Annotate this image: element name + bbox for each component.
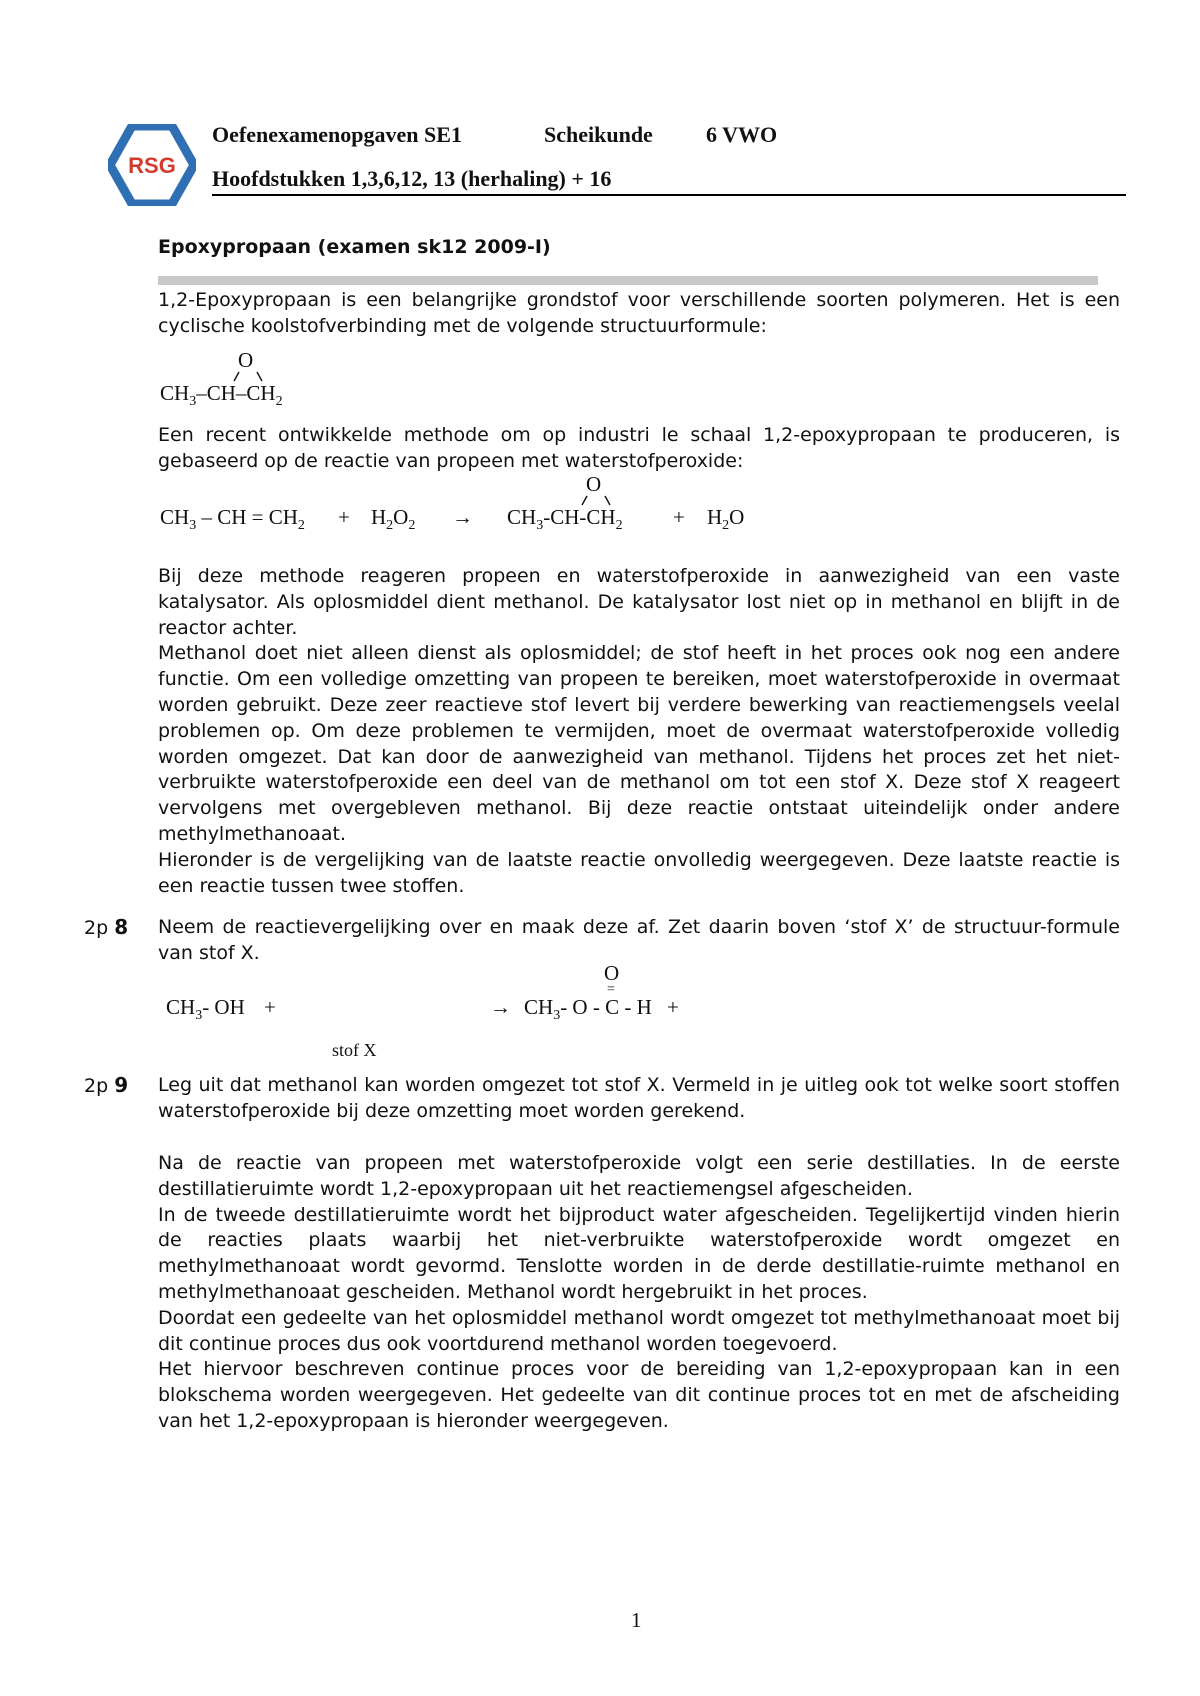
logo-text: RSG [128,153,176,178]
reaction2-reactant: $CH_3-$ OH [166,995,245,1024]
paragraph-distillation-2: In de tweede destillatieruimte wordt het bijproduct water afgescheiden. Tegelijkertijd vinden hierin de reacties plaats waarbij het niet-verbruikte waterstofperoxide wordt omgezet en methylmethanoaat wordt gevormd. Tenslotte worden in de derde destillatie-ruimte methanol en methylmethanoaat gescheiden. Methanol wordt hergebruikt in het proces. [158,1203,1120,1303]
section-divider [158,276,1098,285]
section-title: Epoxypropaan (examen sk12 2009-I) [158,236,551,258]
question-9-marker: 2p 9 [84,1073,129,1097]
reaction1-product2: $H_2O$ [707,505,745,534]
page-number: 1 [631,1608,642,1632]
header-level: 6 VWO [706,122,778,147]
question-9-text: Leg uit dat methanol kan worden omgezet tot stof X. Vermeld in je uitleg ook tot welke soort stoffen waterstofperoxide bij deze omzetting moet worden gerekend. [158,1074,1120,1122]
formula-oxygen: O [238,348,254,372]
reaction1-arrow: → [452,505,473,529]
paragraph-incomplete-equation: Hieronder is de vergelijking van de laatste reactie onvolledig weergegeven. Deze laatste reactie is een reactie tussen twee stoffen. [158,848,1120,897]
paragraph-methanol-supply: Doordat een gedeelte van het oplosmiddel methanol wordt omgezet tot methylmethanoaat moet bij dit continue proces dus ook voortdurend methanol worden toegevoerd. [158,1306,1120,1355]
reaction1-reactant2: $H_2O_2$ [371,505,416,534]
method-paragraph: Een recent ontwikkelde methode om op industri le schaal 1,2-epoxypropaan te produceren, is gebaseerd op de reactie van propeen met waterstofperoxide: [158,424,1120,472]
reaction2-plus1: + [264,995,276,1019]
reaction2-carbonyl-oxygen: O [604,961,620,985]
rsg-logo [108,124,196,206]
reaction2-product: $CH_3-$ O - C - H [524,995,652,1024]
reaction2-arrow: → [490,995,511,1019]
formula-structure: $CH_3-CH-CH_2$ [160,381,283,410]
reaction1-reactant1: $CH_3$ – CH = $CH_2$ [160,505,305,534]
question-8-marker: 2p 8 [84,915,129,939]
header-subject: Scheikunde [544,122,653,147]
intro-paragraph: 1,2-Epoxypropaan is een belangrijke grondstof voor verschillende soorten polymeren. Het is een cyclische koolstofverbinding met de volgende structuurformule: [158,289,1120,337]
reaction1-plus2: + [673,505,685,529]
document-header [212,118,1126,196]
reaction2-plus2: + [667,995,679,1019]
reaction2-double-bond: = [607,982,615,997]
stof-x-label: stof X [332,1040,377,1060]
header-title: Oefenexamenopgaven SE1 [212,122,462,147]
paragraph-block-diagram: Het hiervoor beschreven continue proces voor de bereiding van 1,2-epoxypropaan kan in een blokschema worden weergegeven. Het gedeelte van dit continue proces tot en met de afscheiding van het 1,2-epoxypropaan is hieronder weergegeven. [158,1358,1120,1432]
paragraph-methanol-function: Methanol doet niet alleen dienst als oplosmiddel; de stof heeft in het proces ook nog een andere functie. Om een volledige omzetting van propeen te bereiken, moet waterstofperoxide in overmaat worden gebruikt. Deze zeer reactieve stof levert bij verdere bewerking van reactiemengsels veelal problemen op. Om deze problemen te vermijden, moet de overmaat waterstofperoxide volledig worden omgezet. Dat kan door de aanwezigheid van methanol. Tijdens het proces zet het niet-verbruikte waterstofperoxide een deel van de methanol om tot een stof X. Deze stof X reageert vervolgens met overgebleven methanol. Bij deze reactie ontstaat uiteindelijk onder andere methylmethanoaat. [158,642,1120,845]
question-8-text: Neem de reactievergelijking over en maak deze af. Zet daarin boven ‘stof X’ de structuur-formule van stof X. [158,916,1120,964]
paragraph-distillation-1: Na de reactie van propeen met waterstofperoxide volgt een serie destillaties. In de eerste destillatieruimte wordt 1,2-epoxypropaan uit het reactiemengsel afgescheiden. [158,1152,1120,1200]
body-text-2 [158,1151,1120,1435]
reaction1-product-oxygen: O [586,472,602,496]
header-chapters: Hoofdstukken 1,3,6,12, 13 (herhaling) + 16 [212,166,1126,196]
reaction1-product1: $CH_3-CH-CH_2$ [507,505,623,534]
paragraph-catalyst: Bij deze methode reageren propeen en waterstofperoxide in aanwezigheid van een vaste katalysator. Als oplosmiddel dient methanol. De katalysator lost niet op in methanol en blijft in de reactor achter. [158,565,1120,639]
body-text-1 [158,564,1120,899]
reaction1-plus1: + [338,505,350,529]
